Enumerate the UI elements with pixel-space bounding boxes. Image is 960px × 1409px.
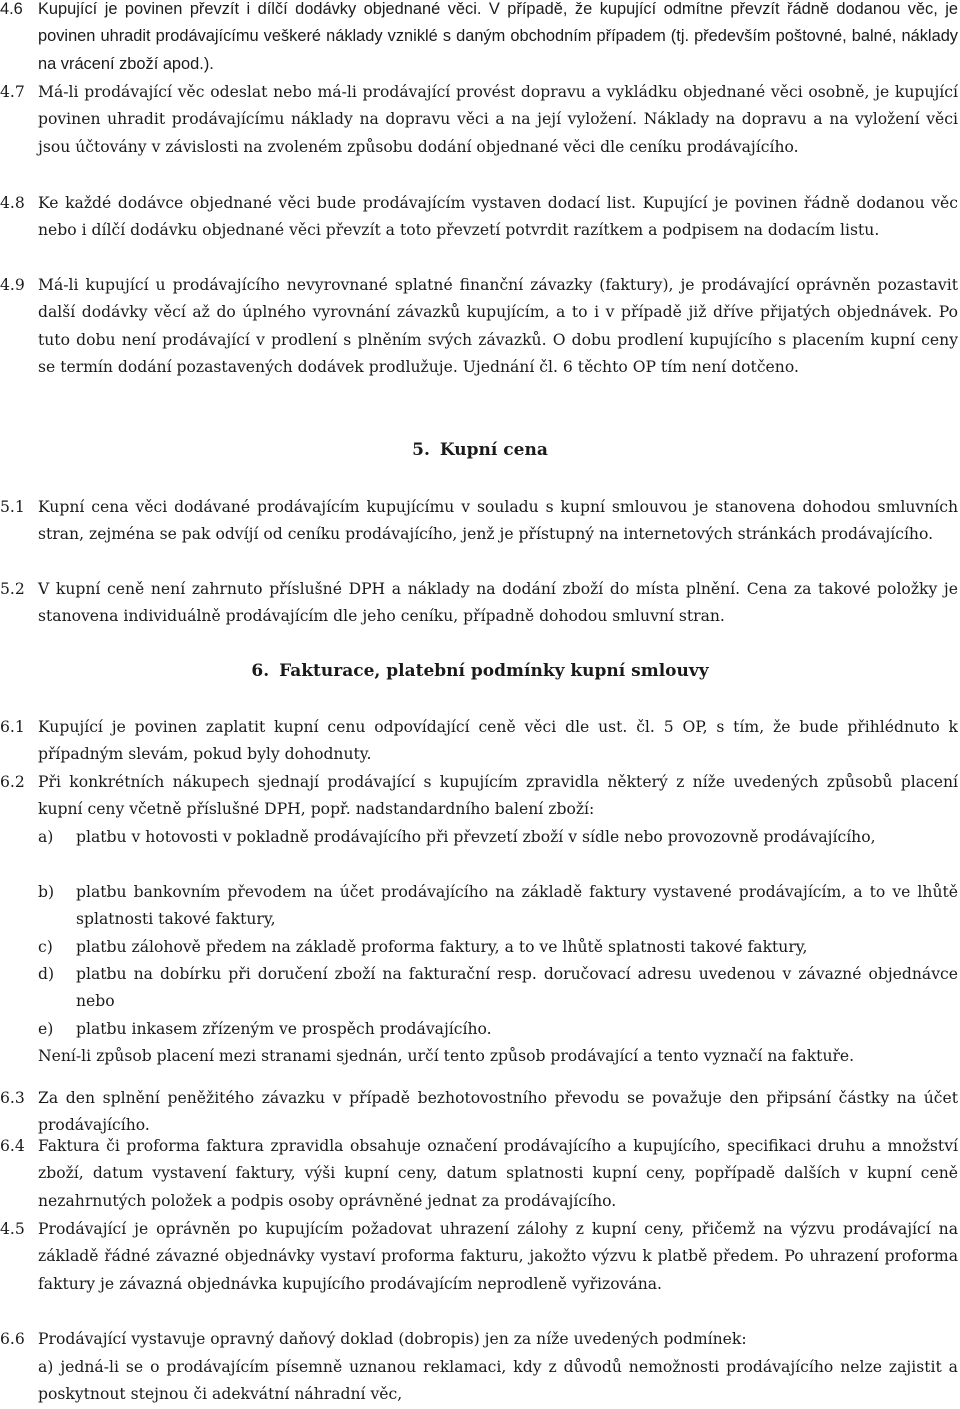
clause-number: 5.2: [0, 580, 25, 598]
clause-4-6: [0, 0, 960, 78]
clause-text: Má-li prodávající věc odeslat nebo má-li prodávající provést dopravu a vykládku objednané věci osobně, je kupující povinen uhradit prodávajícímu náklady na dopravu věci a na její vyložení. Náklady na dopravu a na vyložení věci jsou účtovány v závislosti na zvoleném způsobu dodání objednané věci dle ceníku prodávajícího.: [38, 83, 958, 156]
option-letter: b): [38, 883, 55, 901]
payment-note: Není-li způsob placení mezi stranami sjednán, určí tento způsob prodávající a tento vyznačí na faktuře.: [38, 1047, 855, 1065]
clause-number: 6.4: [0, 1137, 25, 1155]
clause-6-3: [0, 1085, 960, 1140]
clause-5-1: [0, 494, 960, 549]
clause-text: Kupující je povinen převzít i dílčí dodávky objednané věci. V případě, že kupující odmítne převzít řádně dodanou věc, je povinen uhradit prodávajícímu veškeré náklady vzniklé s daným obchodním případem (tj. především poštovné, balné, náklady na vrácení zboží apod.).: [38, 0, 958, 73]
clause-6-2: [0, 769, 960, 824]
clause-6-1: [0, 714, 960, 769]
clause-text: Prodávající vystavuje opravný daňový doklad (dobropis) jen za níže uvedených podmínek:: [38, 1330, 747, 1348]
clause-number: 5.1: [0, 498, 25, 516]
clause-number: 4.6: [0, 0, 23, 18]
section-number: 5.: [412, 440, 430, 460]
payment-option: [0, 961, 960, 1016]
credit-note-condition: [0, 1354, 960, 1409]
payment-option: [0, 824, 960, 851]
condition-text: jedná-li se o prodávajícím písemně uznanou reklamaci, kdy z důvodů nemožnosti prodávajícího nelze zajistit a poskytnout stejnou či adekvátní náhradní věc,: [38, 1358, 958, 1404]
clause-text: Prodávající je oprávněn po kupujícím požadovat uhrazení zálohy z kupní ceny, přičemž na výzvu prodávající na základě řádné závazné objednávky vystaví proforma fakturu, jakožto výzvu k platbě předem. Po uhrazení proforma faktury je závazná objednávka kupujícího prodávajícím neprodleně vyřizována.: [38, 1220, 958, 1293]
clause-text: Kupní cena věci dodávané prodávajícím kupujícímu v souladu s kupní smlouvou je stanovena dohodou smluvních stran, zejména se pak odvíjí od ceníku prodávajícího, jenž je přístupný na internetových stránkách prodávajícího.: [38, 498, 958, 544]
clause-number: 4.9: [0, 276, 25, 294]
option-letter: d): [38, 965, 55, 983]
option-letter: a): [38, 828, 54, 846]
clause-number: 4.8: [0, 194, 25, 212]
clause-text: V kupní ceně není zahrnuto příslušné DPH a náklady na dodání zboží do místa plnění. Cena za takové položky je stanovena individuálně prodávajícím dle jeho ceníku, případně dohodou smluvní stran.: [38, 580, 958, 626]
clause-number: 6.1: [0, 718, 25, 736]
clause-4-5: [0, 1216, 960, 1298]
clause-text: Za den splnění peněžitého závazku v případě bezhotovostního převodu se považuje den připsání částky na účet prodávajícího.: [38, 1089, 958, 1135]
section-title: Kupní cena: [439, 440, 548, 460]
clause-number: 4.5: [0, 1220, 25, 1238]
option-letter: e): [38, 1020, 54, 1038]
option-text: platbu inkasem zřízeným ve prospěch prodávajícího.: [76, 1020, 492, 1038]
clause-number: 6.6: [0, 1330, 25, 1348]
payment-option: [0, 879, 960, 934]
clause-6-4: [0, 1133, 960, 1215]
clause-4-9: [0, 272, 960, 382]
clause-text: Ke každé dodávce objednané věci bude prodávajícím vystaven dodací list. Kupující je povinen řádně dodanou věc nebo i dílčí dodávku objednané věci převzít a toto převzetí potvrdit razítkem a podpisem na dodacím listu.: [38, 194, 958, 240]
option-text: platbu zálohově předem na základě proforma faktury, a to ve lhůtě splatnosti takové faktury,: [76, 938, 808, 956]
clause-number: 6.2: [0, 773, 25, 791]
clause-text: Při konkrétních nákupech sjednají prodávající s kupujícím zpravidla některý z níže uvedených způsobů placení kupní ceny včetně příslušné DPH, popř. nadstandardního balení zboží:: [38, 773, 958, 819]
clause-number: 4.7: [0, 83, 25, 101]
option-text: platbu na dobírku při doručení zboží na fakturační resp. doručovací adresu uvedenou v závazné objednávce nebo: [76, 965, 958, 1011]
section-heading-5: [0, 437, 960, 464]
option-letter: c): [38, 938, 53, 956]
condition-letter: a): [38, 1358, 54, 1376]
clause-text: Má-li kupující u prodávajícího nevyrovnané splatné finanční závazky (faktury), je prodávající oprávněn pozastavit další dodávky věcí až do úplného vyrovnání závazků kupujícím, a to i v případě již dříve přijatých objednávek. Po tuto dobu není prodávající v prodlení s plněním svých závazků. O dobu prodlení kupujícího s placením kupní ceny se termín dodání pozastavených dodávek prodlužuje. Ujednání čl. 6 těchto OP tím není dotčeno.: [38, 276, 958, 377]
clause-6-6: [0, 1326, 960, 1353]
clause-number: 6.3: [0, 1089, 25, 1107]
clause-text: Faktura či proforma faktura zpravidla obsahuje označení prodávajícího a kupujícího, specifikaci druhu a množství zboží, datum vystavení faktury, výši kupní ceny, datum splatnosti kupní ceny, popřípadě dalších v kupní ceně nezahrnutých položek a podpis osoby oprávněné jednat za prodávajícího.: [38, 1137, 958, 1210]
section-heading-6: [0, 658, 960, 685]
clause-text: Kupující je povinen zaplatit kupní cenu odpovídající ceně věci dle ust. čl. 5 OP, s tím, že bude přihlédnuto k případným slevám, pokud byly dohodnuty.: [38, 718, 958, 764]
section-title: Fakturace, platební podmínky kupní smlouvy: [279, 661, 709, 681]
payment-option: [0, 1016, 960, 1043]
payment-option: [0, 934, 960, 961]
section-number: 6.: [251, 661, 270, 681]
clause-5-2: [0, 576, 960, 631]
clause-4-7: [0, 79, 960, 161]
option-text: platbu bankovním převodem na účet prodávajícího na základě faktury vystavené prodávajícím, a to ve lhůtě splatnosti takové faktury,: [76, 883, 958, 929]
option-text: platbu v hotovosti v pokladně prodávajícího při převzetí zboží v sídle nebo provozovně prodávajícího,: [76, 828, 876, 846]
clause-4-8: [0, 190, 960, 245]
